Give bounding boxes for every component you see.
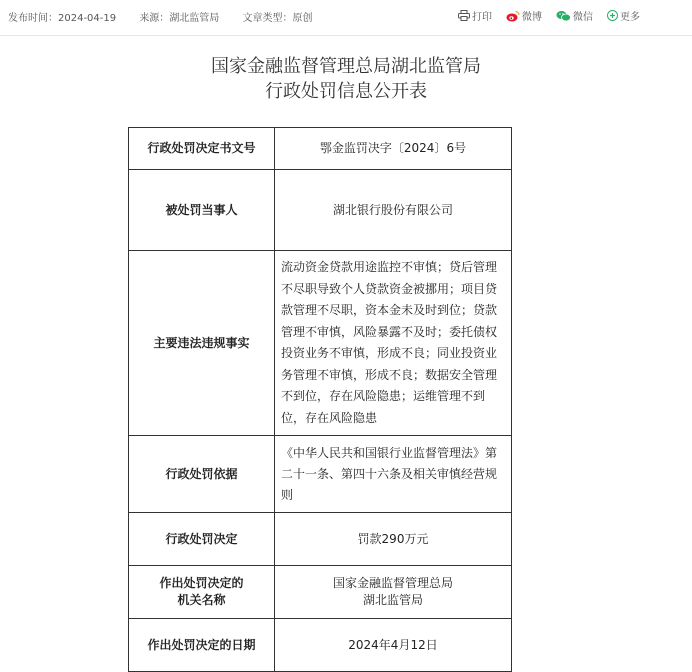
article-meta-bar [0, 0, 692, 36]
row-label-legal-basis: 行政处罚依据 [129, 436, 275, 513]
article-meta [8, 9, 333, 24]
table-row [129, 436, 512, 513]
printer-icon [458, 10, 470, 21]
plus-circle-icon [607, 10, 618, 21]
row-value-decision-date: 2024年4月12日 [275, 619, 512, 672]
publish-time-label: 发布时间： [8, 13, 58, 24]
table-row [129, 128, 512, 170]
row-label-decision-number: 行政处罚决定书文号 [129, 128, 275, 170]
title-line-form: 行政处罚信息公开表 [265, 81, 427, 102]
table-row [129, 513, 512, 566]
table-row [129, 251, 512, 436]
share-bar [444, 8, 640, 23]
wechat-icon [556, 10, 571, 22]
weibo-icon [506, 10, 520, 22]
row-value-decision: 罚款290万元 [275, 513, 512, 566]
table-row [129, 619, 512, 672]
penalty-info-table [128, 127, 512, 672]
row-label-decision: 行政处罚决定 [129, 513, 275, 566]
publish-time-value: 2024-04-19 [58, 13, 117, 24]
row-label-authority-line2: 机关名称 [177, 593, 226, 607]
wechat-label: 微信 [573, 12, 593, 23]
page-title [0, 54, 692, 104]
weibo-share-button[interactable] [506, 8, 542, 23]
title-line-agency: 国家金融监督管理总局湖北监管局 [211, 56, 481, 77]
row-label-decision-date: 作出处罚决定的日期 [129, 619, 275, 672]
row-value-authority-line2: 湖北监管局 [362, 593, 423, 607]
print-label: 打印 [472, 12, 492, 23]
source-label: 来源： [139, 13, 170, 24]
weibo-label: 微博 [522, 12, 542, 23]
article-type-value: 原创 [292, 13, 313, 24]
row-value-authority-line1: 国家金融监督管理总局 [332, 576, 453, 590]
more-label: 更多 [620, 12, 640, 23]
row-value-violation-facts: 流动资金贷款用途监控不审慎；贷后管理不尽职导致个人贷款资金被挪用；项目贷款管理不尽职，资本金未及时到位；贷款管理不审慎，风险暴露不及时；委托债权投资业务不审慎，形成不良；同业投资业务管理不审慎，形成不良；数据安全管理不到位，存在风险隐患；运维管理不到位，存在风险隐患 [275, 251, 512, 436]
row-label-authority-line1: 作出处罚决定的 [159, 576, 244, 590]
article-type-label: 文章类型： [242, 13, 293, 24]
row-label-party: 被处罚当事人 [129, 170, 275, 251]
table-row [129, 170, 512, 251]
wechat-share-button[interactable] [556, 8, 593, 23]
row-value-authority [275, 566, 512, 619]
print-button[interactable] [458, 8, 492, 23]
more-share-button[interactable] [607, 8, 640, 23]
row-label-violation-facts: 主要违法违规事实 [129, 251, 275, 436]
row-value-party: 湖北银行股份有限公司 [275, 170, 512, 251]
row-value-legal-basis: 《中华人民共和国银行业监督管理法》第二十一条、第四十六条及相关审慎经营规则 [275, 436, 512, 513]
source-value: 湖北监管局 [169, 13, 220, 24]
row-value-decision-number: 鄂金监罚决字〔2024〕6号 [275, 128, 512, 170]
row-label-authority [129, 566, 275, 619]
table-row [129, 566, 512, 619]
